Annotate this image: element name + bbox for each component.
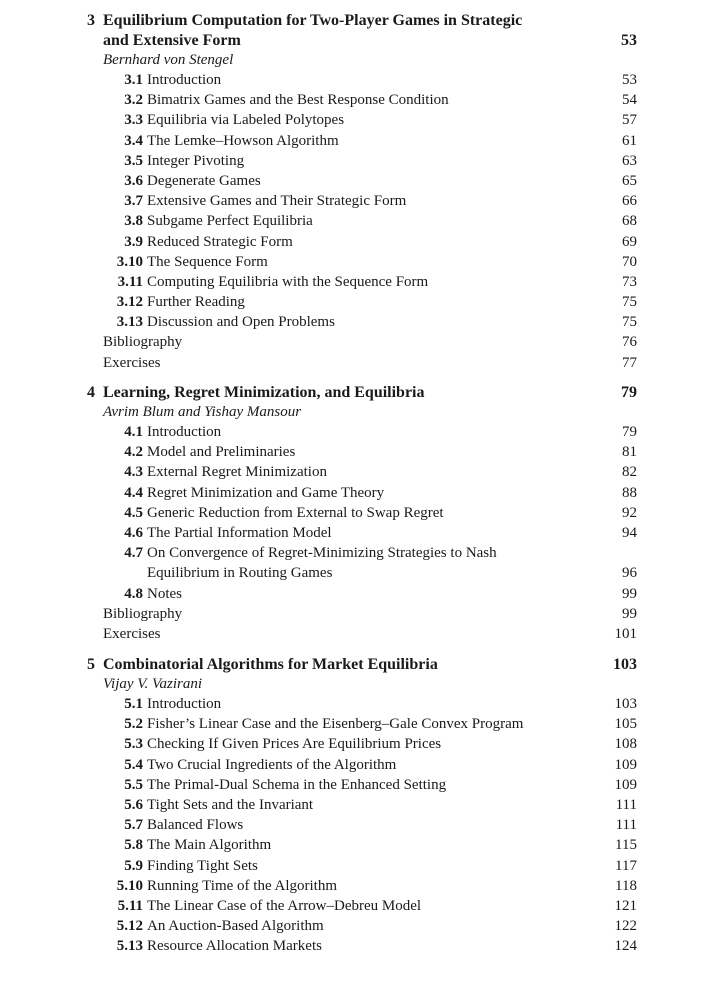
section-number: 5.5 <box>124 776 143 793</box>
toc-entry[interactable] <box>0 858 715 878</box>
section-page: 121 <box>614 897 637 914</box>
section-page: 103 <box>614 696 637 712</box>
section-number: 3.2 <box>124 92 143 109</box>
backmatter-title: Exercises <box>103 354 161 371</box>
section-page: 81 <box>622 444 637 461</box>
backmatter-page: 101 <box>614 625 637 642</box>
toc-entry[interactable] <box>0 696 715 716</box>
toc-entry[interactable] <box>0 817 715 837</box>
toc-entry[interactable] <box>0 153 715 173</box>
section-page: 109 <box>614 756 637 773</box>
section-page: 109 <box>614 776 637 793</box>
toc-entry[interactable] <box>0 837 715 857</box>
section-number: 4.4 <box>124 484 143 501</box>
section-title: An Auction-Based Algorithm <box>147 918 324 935</box>
section-page: 75 <box>622 314 637 331</box>
section-title: On Convergence of Regret-Minimizing Strategies to Nash <box>147 545 497 562</box>
chapter-authors-row <box>0 52 715 72</box>
chapter-heading[interactable] <box>0 656 715 676</box>
section-title: Introduction <box>147 424 222 440</box>
section-page: 69 <box>622 233 637 250</box>
section-title: Introduction <box>147 72 222 88</box>
toc-entry[interactable] <box>0 92 715 112</box>
toc-entry[interactable] <box>0 444 715 464</box>
toc-entry[interactable] <box>0 112 715 132</box>
section-number: 4.7 <box>124 545 143 562</box>
toc-entry[interactable] <box>0 193 715 213</box>
section-page: 53 <box>622 72 637 88</box>
toc-entry[interactable] <box>0 898 715 918</box>
toc-entry[interactable] <box>0 314 715 334</box>
section-number: 5.7 <box>124 817 143 834</box>
section-title: The Sequence Form <box>147 253 268 270</box>
chapter-page: 103 <box>613 656 637 673</box>
backmatter-title: Bibliography <box>103 605 183 622</box>
section-page: 63 <box>622 152 637 169</box>
toc-backmatter-entry[interactable] <box>0 626 715 646</box>
chapter-title-line2: and Extensive Form <box>103 32 241 49</box>
toc-entry[interactable] <box>0 464 715 484</box>
section-page: 118 <box>615 877 637 894</box>
chapter-heading-continued[interactable] <box>0 32 715 52</box>
section-title: The Main Algorithm <box>147 837 272 854</box>
toc-entry[interactable] <box>0 757 715 777</box>
section-title: Balanced Flows <box>147 817 244 834</box>
section-page: 94 <box>622 524 637 541</box>
chapter-3 <box>0 12 715 375</box>
section-title: Checking If Given Prices Are Equilibrium Prices <box>147 736 442 753</box>
toc-entry[interactable] <box>0 274 715 294</box>
section-title: Generic Reduction from External to Swap Regret <box>147 504 444 521</box>
chapter-5 <box>0 656 715 958</box>
toc-entry[interactable] <box>0 525 715 545</box>
section-page: 115 <box>615 837 637 854</box>
section-number: 5.2 <box>124 716 143 733</box>
section-page: 66 <box>622 193 637 210</box>
section-number: 3.3 <box>124 112 143 129</box>
toc-backmatter-entry[interactable] <box>0 355 715 375</box>
toc-entry[interactable] <box>0 294 715 314</box>
section-number: 5.11 <box>117 897 143 914</box>
section-page: 65 <box>622 172 637 189</box>
backmatter-page: 77 <box>622 354 637 371</box>
chapter-authors-row <box>0 404 715 424</box>
backmatter-page: 76 <box>622 334 637 351</box>
section-page: 92 <box>622 504 637 521</box>
toc-entry[interactable] <box>0 716 715 736</box>
section-number: 4.5 <box>124 504 143 521</box>
section-number: 3.9 <box>124 233 143 250</box>
section-number: 3.8 <box>124 213 143 230</box>
section-page: 54 <box>622 92 637 109</box>
section-page: 105 <box>614 716 637 733</box>
chapter-title: Learning, Regret Minimization, and Equilibria <box>103 384 425 401</box>
section-number: 3.1 <box>124 72 143 88</box>
section-page: 70 <box>622 253 637 270</box>
section-number: 5.1 <box>124 696 143 712</box>
section-title: Reduced Strategic Form <box>147 233 293 250</box>
section-number: 4.1 <box>124 424 143 440</box>
toc-entry[interactable] <box>0 777 715 797</box>
section-number: 5.4 <box>124 756 143 773</box>
toc-backmatter-entry[interactable] <box>0 334 715 354</box>
toc-entry[interactable] <box>0 545 715 565</box>
chapter-page: 79 <box>621 384 637 401</box>
section-page: 61 <box>622 132 637 149</box>
chapter-page: 53 <box>621 32 637 49</box>
chapter-authors: Bernhard von Stengel <box>103 52 234 68</box>
section-number: 4.3 <box>124 464 143 481</box>
section-page: 82 <box>622 464 637 481</box>
chapter-number: 5 <box>87 656 95 673</box>
section-page: 111 <box>615 796 637 813</box>
section-title: The Primal-Dual Schema in the Enhanced Setting <box>147 776 447 793</box>
section-title: Tight Sets and the Invariant <box>147 796 314 813</box>
section-number: 3.6 <box>124 172 143 189</box>
section-title: Integer Pivoting <box>147 152 245 169</box>
toc-entry[interactable] <box>0 918 715 938</box>
section-number: 3.13 <box>116 314 143 331</box>
section-title: Degenerate Games <box>147 172 261 189</box>
backmatter-title: Bibliography <box>103 334 183 351</box>
section-page: 68 <box>622 213 637 230</box>
section-number: 3.12 <box>116 294 143 311</box>
toc-entry[interactable] <box>0 586 715 606</box>
chapter-title: Equilibrium Computation for Two-Player Games in Strategic <box>103 12 523 29</box>
section-title: Extensive Games and Their Strategic Form <box>147 193 407 210</box>
section-title: External Regret Minimization <box>147 464 327 481</box>
section-title: The Partial Information Model <box>147 524 332 541</box>
chapter-number: 4 <box>87 384 95 401</box>
section-title: Model and Preliminaries <box>147 444 296 461</box>
section-number: 3.4 <box>124 132 143 149</box>
section-number: 3.7 <box>124 193 143 210</box>
section-page: 75 <box>622 294 637 311</box>
section-number: 5.8 <box>124 837 143 854</box>
section-page: 99 <box>622 585 637 602</box>
section-number: 3.10 <box>116 253 143 270</box>
section-title: Two Crucial Ingredients of the Algorithm <box>147 756 397 773</box>
toc-entry-continued[interactable] <box>0 565 715 585</box>
section-number: 4.2 <box>124 444 143 461</box>
toc-backmatter-entry[interactable] <box>0 606 715 626</box>
chapter-4 <box>0 384 715 646</box>
section-number: 3.11 <box>117 273 143 290</box>
backmatter-title: Exercises <box>103 625 161 642</box>
section-number: 4.6 <box>124 524 143 541</box>
backmatter-page: 99 <box>622 605 637 622</box>
section-page: 79 <box>622 424 637 440</box>
section-title: Discussion and Open Problems <box>147 314 335 331</box>
section-number: 4.8 <box>124 585 143 602</box>
section-page: 124 <box>614 938 637 955</box>
chapter-authors: Avrim Blum and Yishay Mansour <box>103 404 302 420</box>
section-title: Subgame Perfect Equilibria <box>147 213 313 230</box>
section-title-line2: Equilibrium in Routing Games <box>147 565 333 582</box>
toc-entry[interactable] <box>0 213 715 233</box>
section-page: 73 <box>622 273 637 290</box>
section-number: 3.5 <box>124 152 143 169</box>
toc-entry[interactable] <box>0 254 715 274</box>
toc-entry[interactable] <box>0 72 715 92</box>
section-page: 111 <box>615 817 637 834</box>
section-page: 57 <box>622 112 637 129</box>
toc-entry[interactable] <box>0 797 715 817</box>
section-number: 5.9 <box>124 857 143 874</box>
section-page: 96 <box>622 565 637 582</box>
section-number: 5.10 <box>116 877 143 894</box>
toc-entry[interactable] <box>0 878 715 898</box>
chapter-title: Combinatorial Algorithms for Market Equilibria <box>103 656 438 673</box>
section-title: Resource Allocation Markets <box>147 938 322 955</box>
section-title: Bimatrix Games and the Best Response Condition <box>147 92 449 109</box>
section-title: Notes <box>147 585 182 602</box>
section-number: 5.13 <box>116 938 143 955</box>
section-page: 108 <box>614 736 637 753</box>
section-title: The Lemke–Howson Algorithm <box>147 132 339 149</box>
toc-entry[interactable] <box>0 938 715 958</box>
section-title: Further Reading <box>147 294 245 311</box>
section-title: Introduction <box>147 696 222 712</box>
section-page: 88 <box>622 484 637 501</box>
chapter-authors-row <box>0 676 715 696</box>
toc-entry[interactable] <box>0 736 715 756</box>
toc-entry[interactable] <box>0 173 715 193</box>
chapter-heading[interactable] <box>0 12 715 32</box>
toc-entry[interactable] <box>0 234 715 254</box>
toc-entry[interactable] <box>0 133 715 153</box>
chapter-heading[interactable] <box>0 384 715 404</box>
section-title: Finding Tight Sets <box>147 857 258 874</box>
chapter-number: 3 <box>87 12 95 29</box>
section-title: Equilibria via Labeled Polytopes <box>147 112 345 129</box>
section-page: 122 <box>614 918 637 935</box>
chapter-authors: Vijay V. Vazirani <box>103 676 203 692</box>
section-page: 117 <box>615 857 637 874</box>
toc-entry[interactable] <box>0 424 715 444</box>
section-title: The Linear Case of the Arrow–Debreu Model <box>147 897 422 914</box>
section-title: Fisher’s Linear Case and the Eisenberg–Gale Convex Program <box>147 716 524 733</box>
toc-entry[interactable] <box>0 505 715 525</box>
section-number: 5.3 <box>124 736 143 753</box>
section-number: 5.6 <box>124 796 143 813</box>
section-title: Computing Equilibria with the Sequence Form <box>147 273 429 290</box>
toc-entry[interactable] <box>0 485 715 505</box>
section-number: 5.12 <box>116 918 143 935</box>
section-title: Running Time of the Algorithm <box>147 877 338 894</box>
section-title: Regret Minimization and Game Theory <box>147 484 385 501</box>
